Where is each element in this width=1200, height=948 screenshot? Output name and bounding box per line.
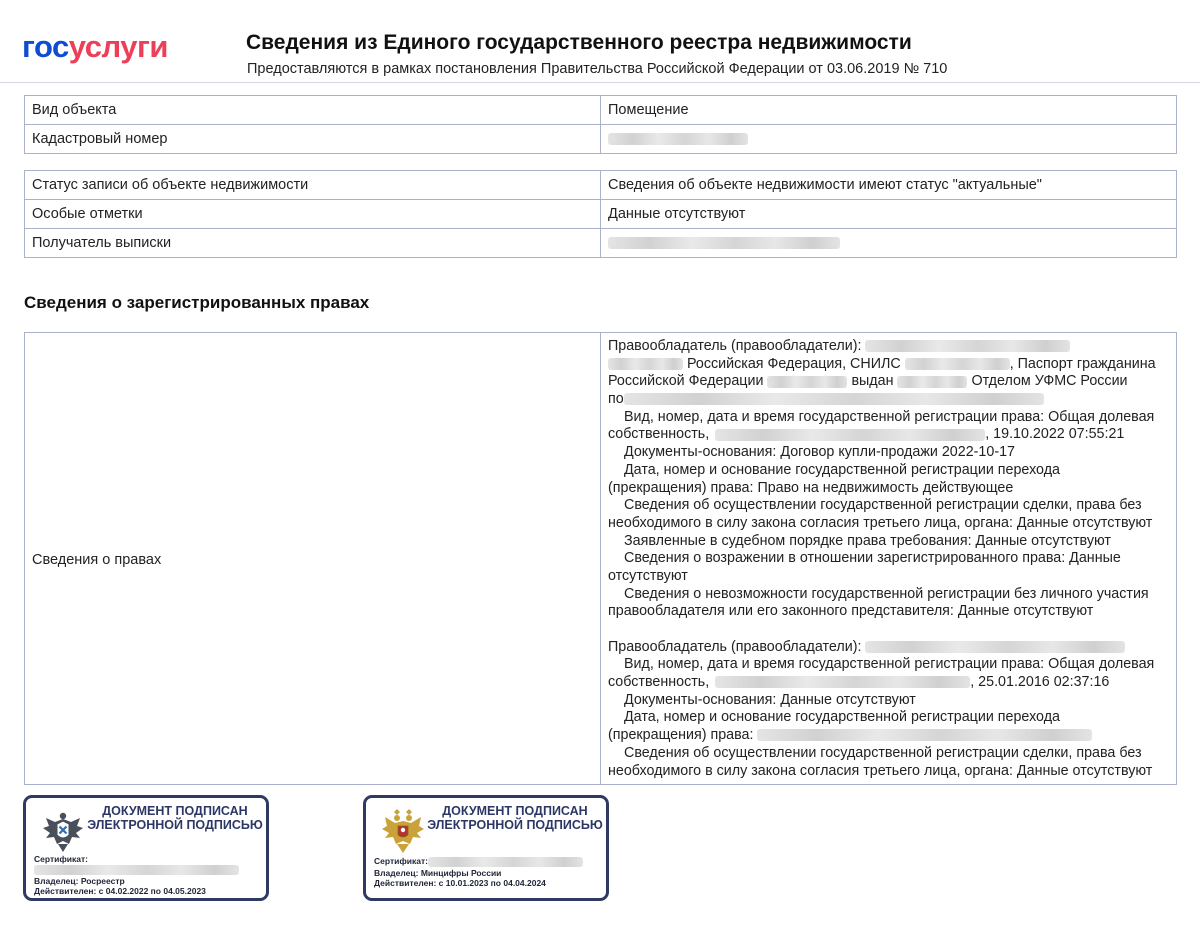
- holder2-ownership: собственность,: [608, 674, 710, 691]
- redacted-passport-number: [767, 376, 847, 388]
- holder1-line: [608, 391, 1178, 409]
- holder1-line: [608, 426, 1178, 444]
- stamp-cert-label: Сертификат:: [34, 854, 88, 864]
- rights-section-title: Сведения о зарегистрированных правах: [24, 293, 370, 312]
- holder1-deal-cont: необходимого в силу закона согласия третьего лица, органа: Данные отсутствуют: [608, 514, 1153, 531]
- holder1-ownership: собственность,: [608, 426, 710, 443]
- redacted-issue-date: [897, 376, 967, 388]
- stamp-valid: Действителен: с 04.02.2022 по 04.05.2023: [34, 886, 206, 896]
- holder1-impossible: Сведения о невозможности государственной регистрации без личного участия: [624, 585, 1149, 602]
- redacted-holder2-name: [865, 641, 1125, 653]
- record-status-table: [24, 170, 1177, 258]
- redacted-cadastral-number: [608, 133, 748, 145]
- stamp-title: ДОКУМЕНТ ПОДПИСАН ЭЛЕКТРОННОЙ ПОДПИСЬЮ: [87, 804, 263, 832]
- holder1-citizenship: Российская Федерация, СНИЛС: [686, 355, 901, 372]
- stamp-valid: Действителен: с 10.01.2023 по 04.04.2024: [374, 878, 546, 888]
- rights-label: Сведения о правах: [32, 552, 162, 568]
- page-header: [0, 0, 1200, 83]
- holder2-line: [608, 727, 1178, 745]
- holder2-docs: Документы-основания: Данные отсутствуют: [624, 691, 916, 708]
- redacted-reg-number: [715, 429, 985, 441]
- special-marks-value: Данные отсутствуют: [601, 200, 1177, 229]
- holder1-transfer-cont: (прекращения) права: Право на недвижимость действующее: [608, 479, 1014, 496]
- holder2-transfer-cont: (прекращения) права:: [608, 727, 754, 744]
- holder1-objection-cont: отсутствуют: [608, 567, 688, 584]
- holder2-deal-cont: необходимого в силу закона согласия третьего лица, органа: Данные отсутствуют: [608, 762, 1153, 779]
- table-row: [25, 171, 1177, 200]
- cadastral-number-value: [601, 125, 1177, 154]
- holder1-issued: выдан: [851, 373, 894, 390]
- rights-details: [608, 338, 1178, 783]
- table-row: [25, 200, 1177, 229]
- stamp-cert-line: [374, 856, 583, 867]
- holder1-line: [608, 373, 1178, 391]
- redacted-holder1-name: [865, 340, 1070, 352]
- record-status-value: Сведения об объекте недвижимости имеют статус "актуальные": [601, 171, 1177, 200]
- holder1-impossible-cont: правообладателя или его законного представителя: Данные отсутствуют: [608, 603, 1094, 620]
- special-marks-label: Особые отметки: [25, 200, 601, 229]
- holder1-po: по: [608, 391, 624, 408]
- rosreestr-eagle-icon: [40, 808, 86, 856]
- redacted-recipient: [608, 237, 840, 249]
- logo-part-uslugi: услуги: [68, 29, 168, 64]
- stamp-owner: Владелец: Минцифры России: [374, 868, 502, 878]
- stamp-title: ДОКУМЕНТ ПОДПИСАН ЭЛЕКТРОННОЙ ПОДПИСЬЮ: [427, 804, 603, 832]
- holder1-line: [608, 356, 1178, 374]
- cadastral-number-label: Кадастровый номер: [25, 125, 601, 154]
- object-type-value: Помещение: [601, 96, 1177, 125]
- holder2-reg-datetime: , 25.01.2016 02:37:16: [970, 674, 1110, 691]
- redacted-issuer-region: [624, 393, 1044, 405]
- holder2-reg: Вид, номер, дата и время государственной регистрации права: Общая долевая: [624, 656, 1155, 673]
- redacted-certificate: [34, 865, 239, 875]
- record-status-label: Статус записи об объекте недвижимости: [25, 171, 601, 200]
- holder1-docs: Документы-основания: Договор купли-продажи 2022-10-17: [624, 444, 1015, 461]
- holder1-objection: Сведения о возражении в отношении зарегистрированного права: Данные: [624, 550, 1121, 567]
- signature-stamp-mintsifry: [363, 795, 609, 901]
- holder2-deal: Сведения об осуществлении государственной регистрации сделки, права без: [624, 744, 1142, 761]
- holder2-transfer: Дата, номер и основание государственной регистрации перехода: [624, 709, 1060, 726]
- holder1-ufms: Отделом УФМС России: [971, 373, 1128, 390]
- holder1-transfer: Дата, номер и основание государственной регистрации перехода: [624, 461, 1060, 478]
- coat-of-arms-icon: [380, 808, 426, 856]
- object-type-label: Вид объекта: [25, 96, 601, 125]
- redacted-reg-number-2: [715, 676, 970, 688]
- rights-table: [24, 332, 1177, 785]
- holder2-label: Правообладатель (правообладатели):: [608, 638, 862, 655]
- logo-part-gos: гос: [22, 29, 69, 64]
- stamp-owner: Владелец: Росреестр: [34, 876, 125, 886]
- holder1-claims: Заявленные в судебном порядке права требования: Данные отсутствуют: [624, 532, 1111, 549]
- holder1-passport-label: , Паспорт гражданина: [1009, 355, 1156, 372]
- redacted-transfer-basis: [757, 729, 1092, 741]
- holder1-reg: Вид, номер, дата и время государственной регистрации права: Общая долевая: [624, 408, 1155, 425]
- table-row: [25, 96, 1177, 125]
- holder1-reg-datetime: , 19.10.2022 07:55:21: [985, 426, 1125, 443]
- holder1-label: Правообладатель (правообладатели):: [608, 338, 862, 354]
- redacted-birth-date: [608, 358, 683, 370]
- holder1-deal: Сведения об осуществлении государственной регистрации сделки, права без: [624, 497, 1142, 514]
- holder2-line: [608, 674, 1178, 692]
- recipient-label: Получатель выписки: [25, 229, 601, 258]
- redacted-snils: [905, 358, 1010, 370]
- gosuslugi-logo[interactable]: [22, 30, 168, 64]
- holder1-line: [608, 338, 1178, 356]
- table-row: [25, 229, 1177, 258]
- stamp-cert-label: Сертификат:: [374, 856, 428, 866]
- redacted-certificate: [428, 857, 583, 867]
- signature-stamp-rosreestr: [23, 795, 269, 901]
- stamp-cert-line: [34, 864, 239, 875]
- recipient-value: [601, 229, 1177, 258]
- table-row: [25, 125, 1177, 154]
- object-info-table: [24, 95, 1177, 154]
- spacer: [608, 621, 1178, 639]
- page-subtitle: Предоставляются в рамках постановления Правительства Российской Федерации от 03.06.2019 № 710: [247, 61, 948, 77]
- holder2-line: [608, 639, 1178, 657]
- holder1-rf: Российской Федерации: [608, 373, 764, 390]
- rights-label-cell: [25, 333, 601, 784]
- page-title: Сведения из Единого государственного реестра недвижимости: [246, 31, 912, 54]
